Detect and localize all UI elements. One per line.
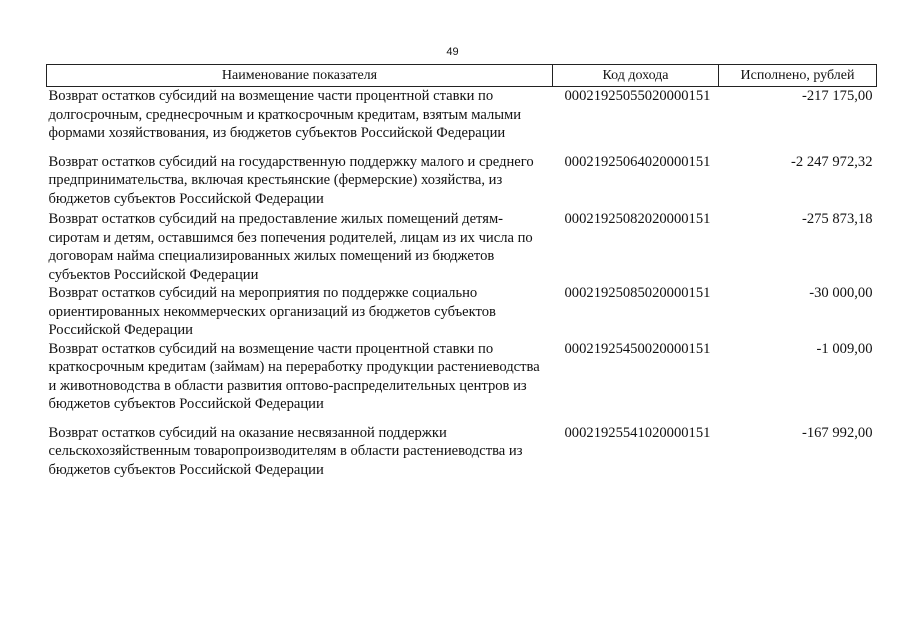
table-row (47, 424, 877, 480)
executed-amount: -167 992,00 (801, 424, 873, 441)
executed-amount: -275 873,18 (801, 211, 873, 227)
table-row (47, 284, 877, 340)
table-row (47, 210, 877, 284)
income-code: 00021925082020000151 (564, 211, 711, 227)
indicator-name: Возврат остатков субсидий на мероприятия по поддержке социально ориентированных некоммерческих организаций из бюджетов субъектов Российской Федерации (48, 285, 496, 338)
indicator-name: Возврат остатков субсидий на государственную поддержку малого и среднего предпринимательства, включая крестьянские (фермерские) хозяйства, из бюджетов субъектов Российской Федерации (48, 153, 534, 207)
indicator-name: Возврат остатков субсидий на возмещение части процентной ставки по краткосрочным кредитам (займам) на переработку продукции растениеводства и животноводства в области развития оптово-распределительных центров из бюджетов субъектов Российской Федерации (48, 340, 540, 412)
header-amount: Исполнено, рублей (719, 65, 877, 87)
indicator-name: Возврат остатков субсидий на возмещение части процентной ставки по долгосрочным, среднесрочным и краткосрочным кредитам, взятым малыми формами хозяйствования, из бюджетов субъектов Российской Федерации (48, 88, 522, 141)
table-row (47, 340, 877, 424)
table-header-row (47, 65, 877, 87)
executed-amount: -2 247 972,32 (791, 153, 873, 170)
header-name: Наименование показателя (47, 65, 553, 87)
page-number: 49 (446, 46, 459, 58)
table-row (47, 87, 877, 153)
indicator-name: Возврат остатков субсидий на оказание несвязанной поддержки сельскохозяйственным товаропроизводителям в области растениеводства из бюджетов субъектов Российской Федерации (48, 424, 523, 478)
income-code: 00021925541020000151 (564, 424, 711, 441)
header-code: Код дохода (553, 65, 719, 87)
income-code: 00021925055020000151 (564, 88, 711, 104)
income-code: 00021925064020000151 (564, 153, 711, 170)
executed-amount: -217 175,00 (801, 88, 873, 104)
table-row (47, 153, 877, 211)
executed-amount: -1 009,00 (816, 340, 873, 357)
executed-amount: -30 000,00 (809, 285, 873, 301)
income-code: 00021925085020000151 (564, 285, 711, 301)
income-code: 00021925450020000151 (564, 340, 711, 357)
indicator-name: Возврат остатков субсидий на предоставление жилых помещений детям-сиротам и детям, оставшимся без попечения родителей, лицам из их числа по договорам найма специализированных жилых помещений из бюджетов субъектов Российской Федерации (48, 211, 533, 283)
revenue-table (46, 64, 877, 479)
